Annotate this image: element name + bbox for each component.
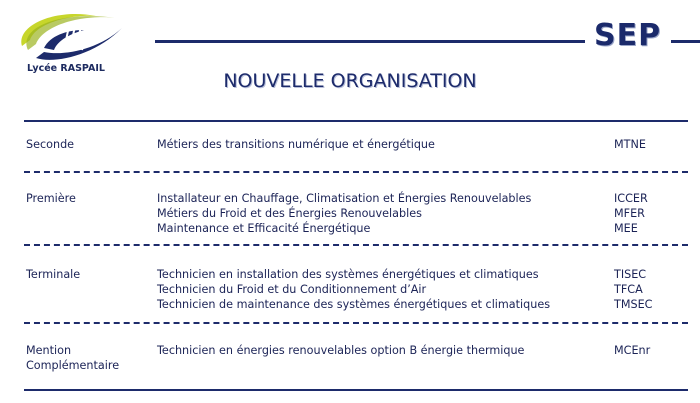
logo-lines-icon: [64, 26, 87, 50]
diploma-code: MCEnr: [614, 344, 651, 357]
diploma-title: Technicien en installation des systèmes énergétiques et climatiques: [157, 268, 539, 281]
diploma-title: Installateur en Chauffage, Climatisation et Énergies Renouvelables: [157, 192, 532, 205]
diploma-title: Technicien de maintenance des systèmes énergétiques et climatiques: [157, 298, 551, 311]
brand-label: SEP: [594, 18, 662, 53]
header-rule-right: [671, 40, 700, 43]
diploma-title: Technicien en énergies renouvelables option B énergie thermique: [157, 344, 525, 357]
page-title: NOUVELLE ORGANISATION: [223, 70, 477, 92]
row-level: Complémentaire: [26, 359, 120, 372]
school-logo: [14, 6, 132, 68]
diploma-title: Technicien du Froid et du Conditionnement d’Air: [157, 283, 427, 296]
diploma-title: Métiers du Froid et des Énergies Renouvelables: [157, 207, 422, 220]
diploma-code: ICCER: [614, 192, 648, 205]
diploma-code: MEE: [614, 222, 638, 235]
diploma-title: Métiers des transitions numérique et énergétique: [157, 138, 435, 151]
header-rule: [155, 40, 585, 43]
diploma-code: MFER: [614, 207, 645, 220]
row-level: Terminale: [26, 268, 81, 281]
row-divider: [24, 322, 688, 324]
diploma-code: TFCA: [614, 283, 643, 296]
school-name: Lycée RASPAIL: [27, 63, 105, 74]
diploma-code: TMSEC: [614, 298, 653, 311]
row-divider: [24, 171, 688, 173]
row-level: Première: [26, 192, 76, 205]
row-level: Seconde: [26, 138, 75, 151]
row-divider: [24, 244, 688, 246]
diploma-code: MTNE: [614, 138, 646, 151]
top-rule: [24, 120, 688, 122]
diploma-title: Maintenance et Efficacité Énergétique: [157, 222, 371, 235]
row-level: Mention: [26, 344, 72, 357]
diploma-code: TISEC: [614, 268, 647, 281]
bottom-rule: [24, 389, 688, 391]
